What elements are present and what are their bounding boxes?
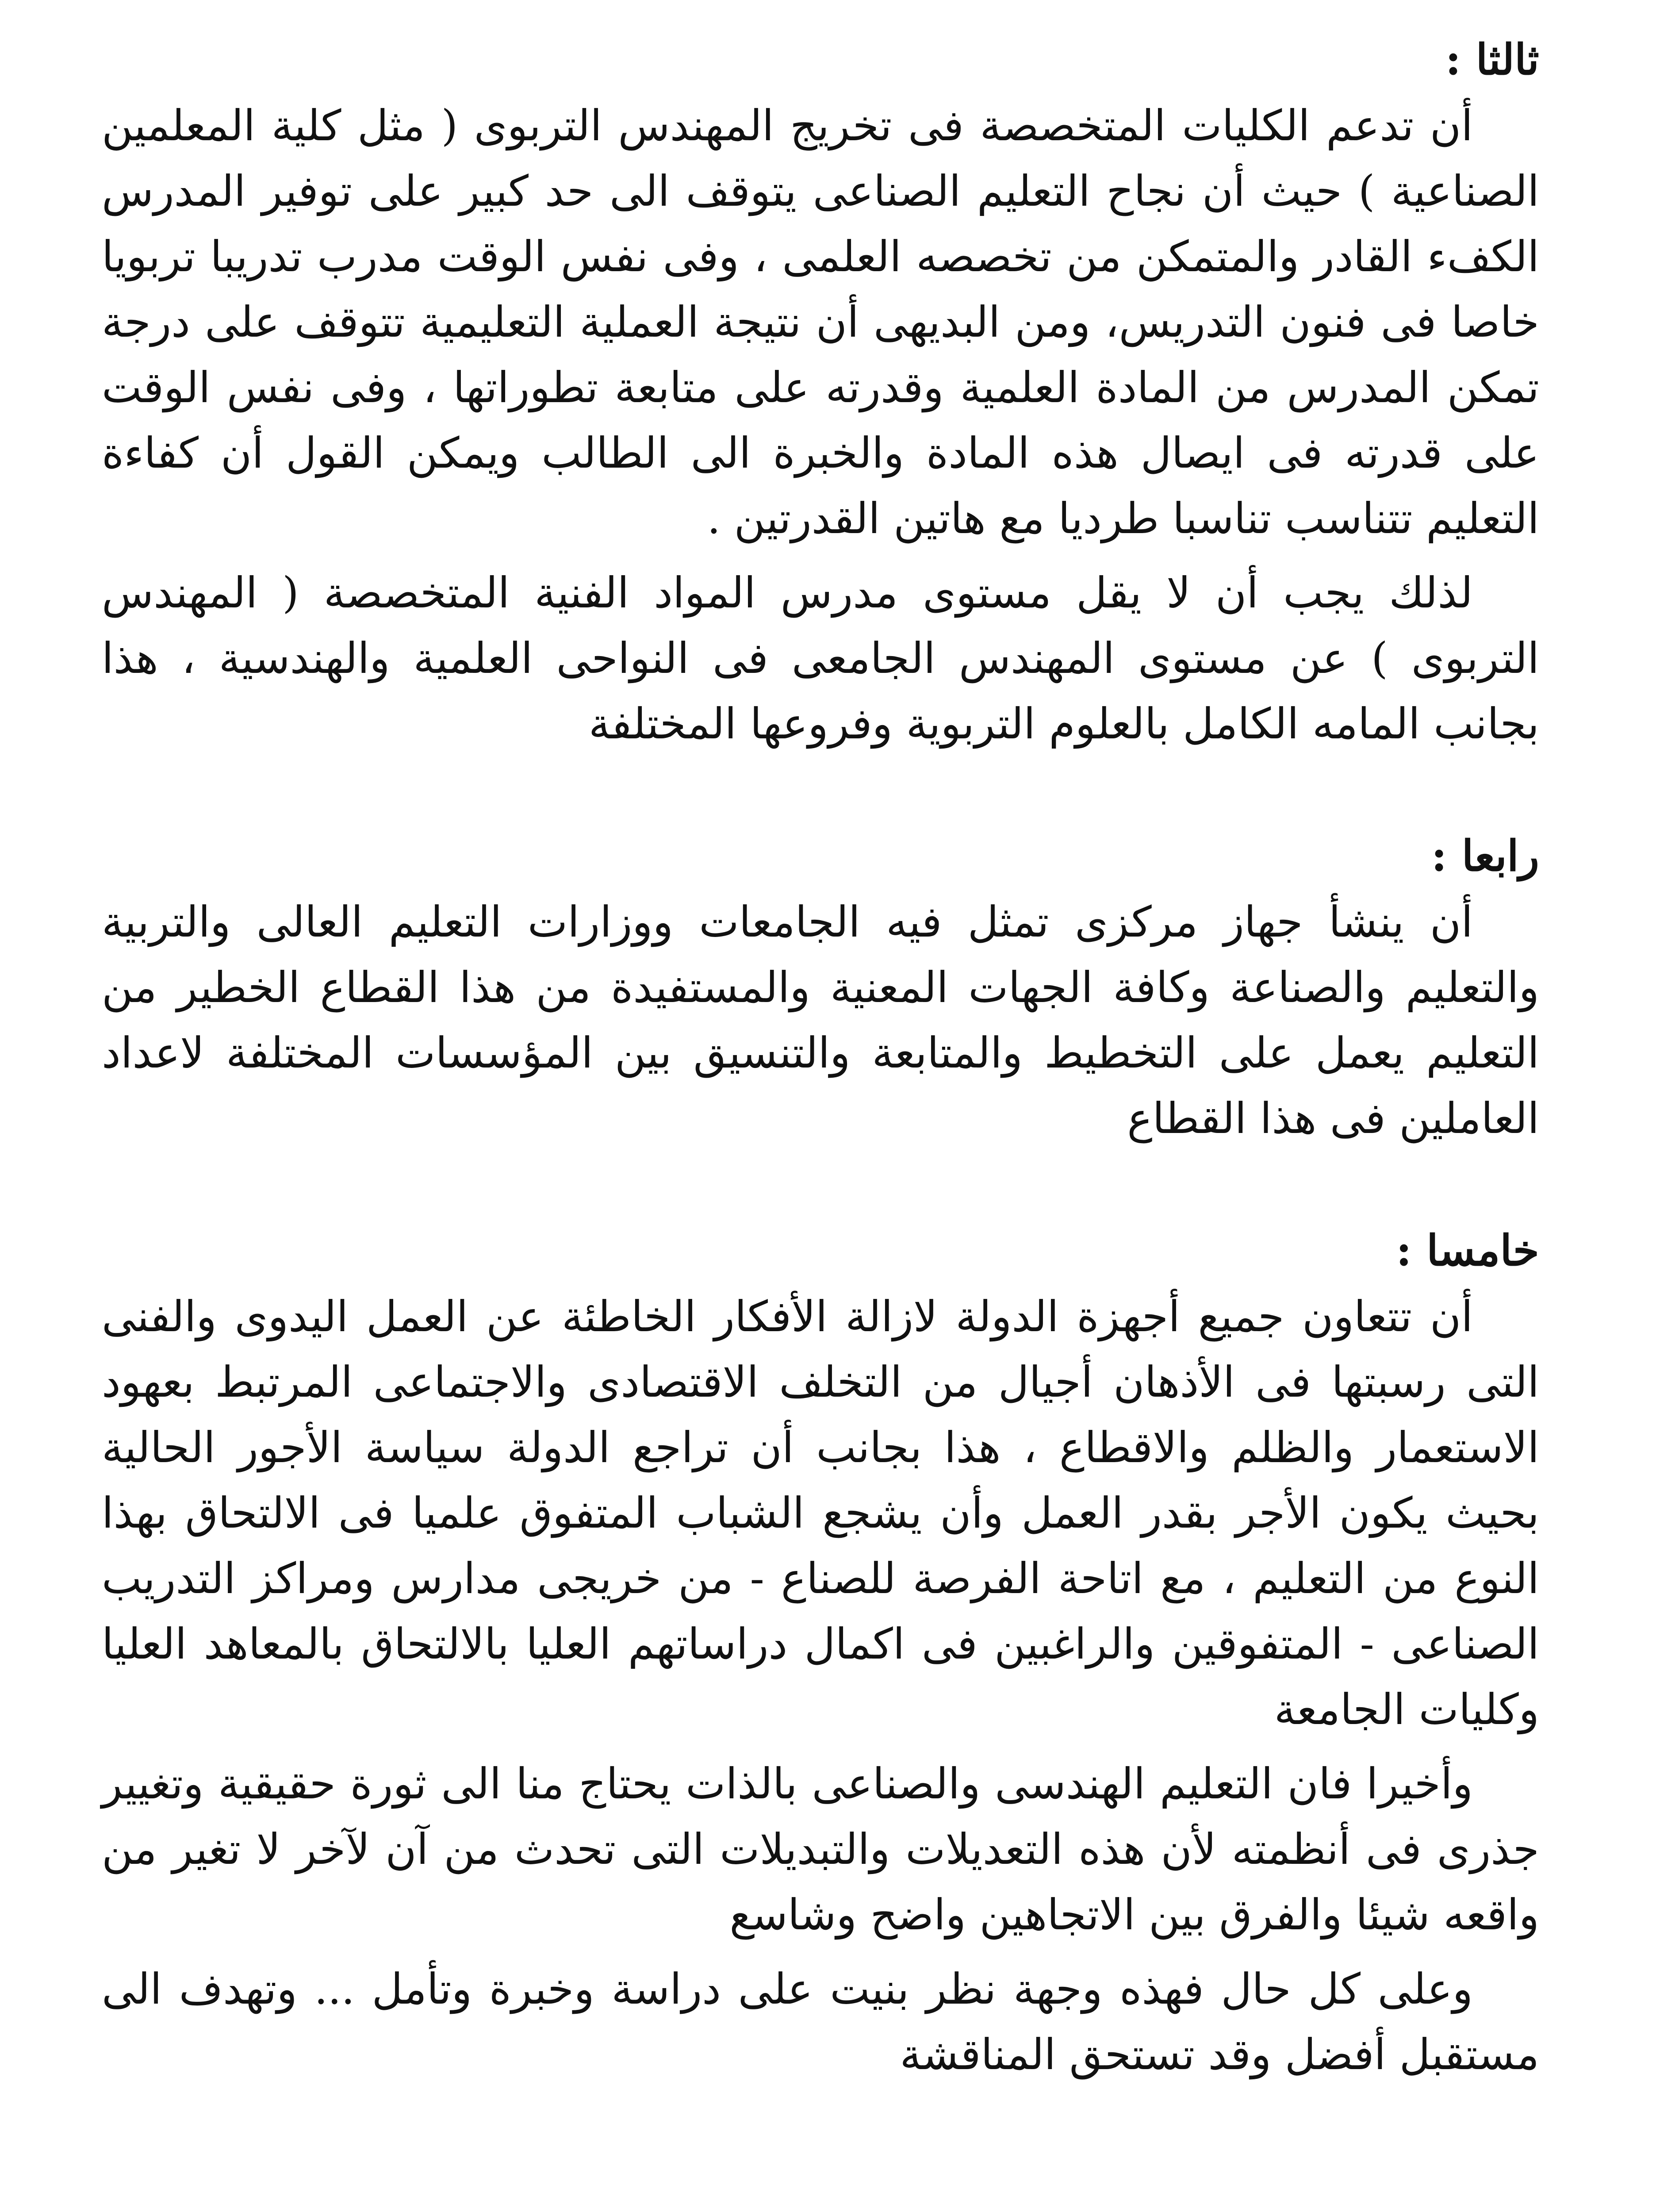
page-body xyxy=(102,27,1539,2087)
paragraph: وعلى كل حال فهذه وجهة نظر بنيت على دراسة وخبرة وتأمل ... وتهدف الى مستقبل أفضل وقد تستحق المناقشة xyxy=(102,1964,1539,2079)
paragraph: أن تدعم الكليات المتخصصة فى تخريج المهندس التربوى ( مثل كلية المعلمين الصناعية ) حيث أن نجاح التعليم الصناعى يتوقف الى حد كبير على توفير المدرس الكفء القادر والمتمكن من تخصصه العلمى ، وفى نفس الوقت مدرب تدريبا تربويا خاصا فى فنون التدريس، ومن البديهى أن نتيجة العملية التعليمية تتوقف على درجة تمكن المدرس من المادة العلمية وقدرته على متابعة تطوراتها ، وفى نفس الوقت على قدرته فى ايصال هذه المادة والخبرة الى الطالب ويمكن القول أن كفاءة التعليم تتناسب تناسبا طرديا مع هاتين القدرتين . xyxy=(102,101,1539,543)
paragraph: لذلك يجب أن لا يقل مستوى مدرس المواد الفنية المتخصصة ( المهندس التربوى ) عن مستوى المهندس الجامعى فى النواحى العلمية والهندسية ، هذا بجانب المامه الكامل بالعلوم التربوية وفروعها المختلفة xyxy=(102,568,1540,749)
section-heading-fifth: خامسا : xyxy=(1396,1225,1539,1275)
spacer xyxy=(102,1947,1539,1956)
spacer xyxy=(102,551,1539,560)
section-third xyxy=(102,27,1539,757)
paragraph: أن ينشأ جهاز مركزى تمثل فيه الجامعات ووزارات التعليم العالى والتربية والتعليم والصناعة وكافة الجهات المعنية والمستفيدة من هذا القطاع الخطير من التعليم يعمل على التخطيط والمتابعة والتنسيق بين المؤسسات المختلفة لاعداد العاملين فى هذا القطاع xyxy=(102,897,1540,1143)
section-fourth xyxy=(102,823,1539,1151)
spacer xyxy=(102,1742,1539,1751)
paragraph: أن تتعاون جميع أجهزة الدولة لازالة الأفكار الخاطئة عن العمل اليدوى والفنى التى رسبتها فى الأذهان أجيال من التخلف الاقتصادى والاجتماعى المرتبط بعهود الاستعمار والظلم والاقطاع ، هذا بجانب أن تراجع الدولة سياسة الأجور الحالية بحيث يكون الأجر بقدر العمل وأن يشجع الشباب المتفوق علميا فى الالتحاق بهذا النوع من التعليم ، مع اتاحة الفرصة للصناع - من خريجى مدارس ومراكز التدريب الصناعى - المتفوقين والراغبين فى اكمال دراساتهم العليا بالالتحاق بالمعاهد العليا وكليات الجامعة xyxy=(102,1292,1540,1734)
spacer xyxy=(102,1151,1539,1217)
section-fifth xyxy=(102,1217,1539,1742)
closing-remarks xyxy=(102,1751,1539,2087)
paragraph: وأخيرا فان التعليم الهندسى والصناعى بالذات يحتاج منا الى ثورة حقيقية وتغيير جذرى فى أنظمته لأن هذه التعديلات والتبديلات التى تحدث من آن لآخر لا تغير من واقعه شيئا والفرق بين الاتجاهين واضح وشاسع xyxy=(102,1759,1539,1939)
spacer xyxy=(102,757,1539,823)
section-heading-third: ثالثا : xyxy=(1445,35,1539,84)
section-heading-fourth: رابعا : xyxy=(1431,831,1539,881)
